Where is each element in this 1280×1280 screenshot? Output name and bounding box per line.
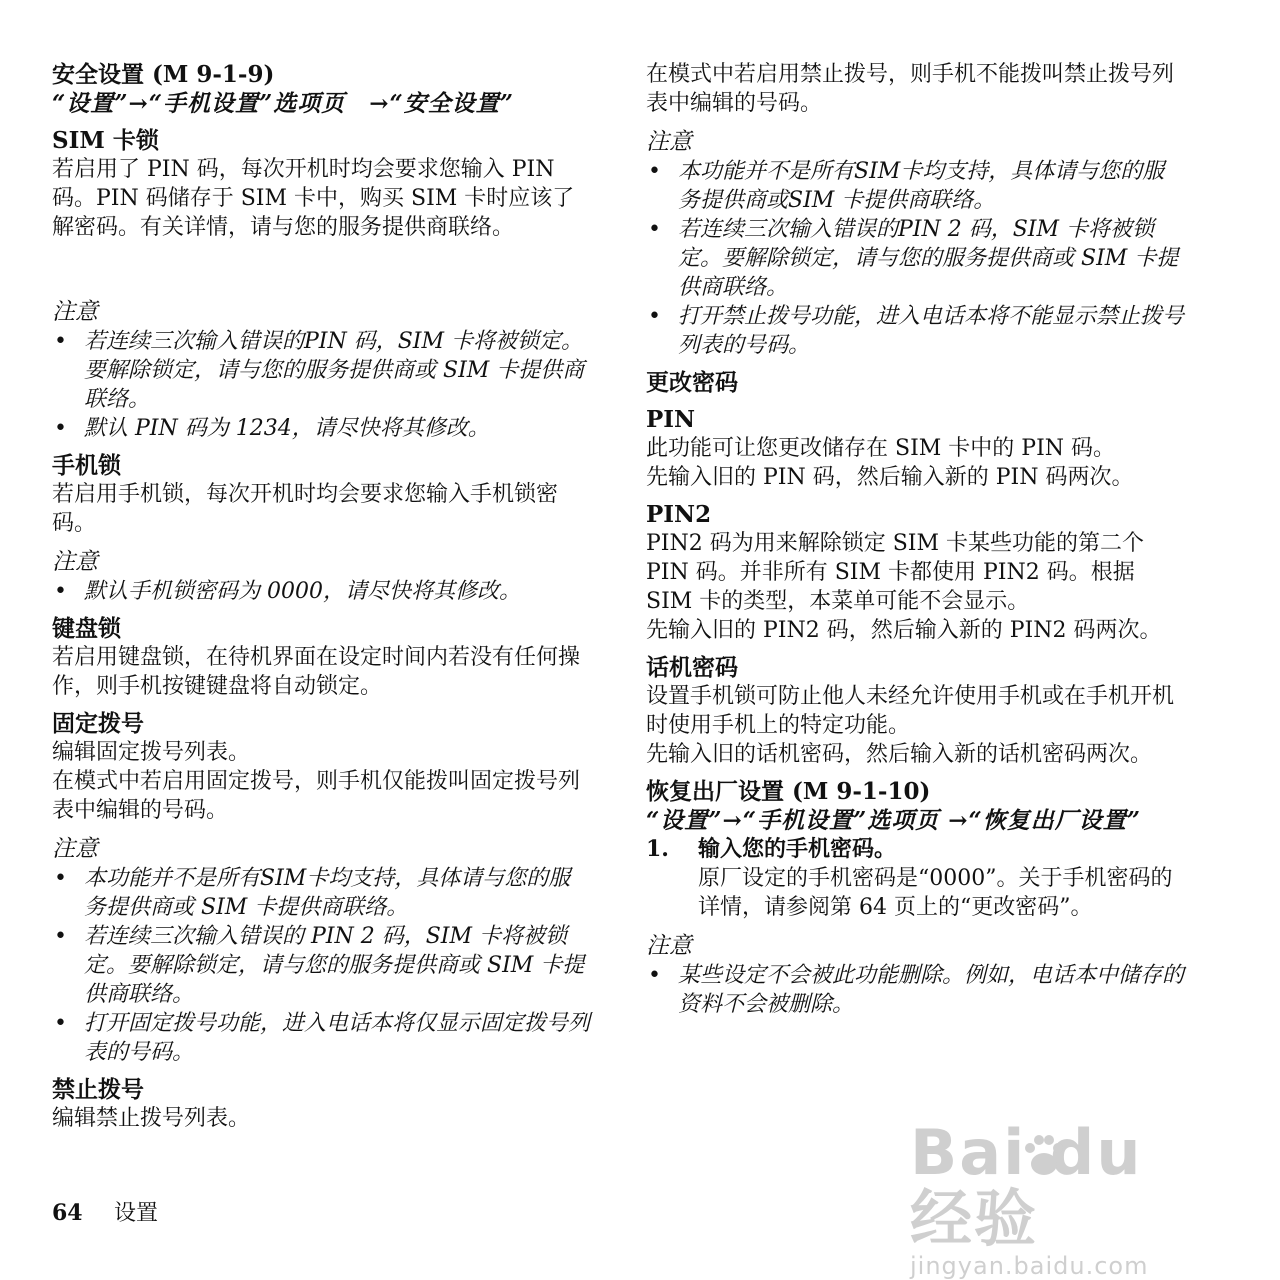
menu-path-security: “设置”→“手机设置”选项页 →“安全设置” <box>52 90 514 117</box>
paragraph-sim-lock: 若启用了 PIN 码，每次开机时均会要求您输入 PIN 码。PIN 码储存于 SIM 卡中，购买 SIM 卡时应该了解密码。有关详情，请与您的服务提供商联络。 <box>52 157 575 240</box>
right-column <box>646 60 1186 1019</box>
note-list <box>52 864 592 1067</box>
subsection-title-pin2: PIN2 <box>646 501 712 528</box>
note-item: • 若连续三次输入错误的PIN 2 码，SIM 卡将被锁定。要解除锁定，请与您的服务提供商或 SIM 卡提供商联络。 <box>648 217 1179 300</box>
baidu-logo-text: Bai du 经验 <box>910 1116 1143 1255</box>
note-heading: 注意 <box>52 549 98 575</box>
paragraph-pin-2: 先输入旧的 PIN 码，然后输入新的 PIN 码两次。 <box>646 465 1134 490</box>
note-heading: 注意 <box>646 129 692 155</box>
section-title-security: 安全设置 (M 9-1-9) <box>52 61 275 88</box>
note-item: • 若连续三次输入错误的PIN 码，SIM 卡将被锁定。要解除锁定，请与您的服务提供商或 SIM 卡提供商联络。 <box>54 329 585 412</box>
watermark-url: jingyan.baidu.com <box>910 1252 1149 1280</box>
page-footer <box>52 1196 158 1227</box>
bullet-icon: • <box>648 963 661 988</box>
subsection-title-sim-lock: SIM 卡锁 <box>52 127 159 154</box>
paragraph-pin2-1: PIN2 码为用来解除锁定 SIM 卡某些功能的第二个 PIN 码。并非所有 SIM 卡都使用 PIN2 码。根据 SIM 卡的类型，本菜单可能不会显示。 <box>646 531 1145 614</box>
note-item: • 默认手机锁密码为 0000，请尽快将其修改。 <box>54 579 521 604</box>
subsection-title-phone-lock: 手机锁 <box>52 452 121 479</box>
left-column <box>52 60 592 1133</box>
paragraph-phone-password-2: 先输入旧的话机密码，然后输入新的话机密码两次。 <box>646 742 1153 767</box>
paragraph-fixed-dialing-2: 在模式中若启用固定拨号，则手机仅能拨叫固定拨号列表中编辑的号码。 <box>52 769 581 823</box>
note-list <box>646 157 1186 360</box>
step-text: 原厂设定的手机密码是“0000”。关于手机密码的详情，请参阅第 64 页上的“更改密码”。 <box>698 866 1173 920</box>
step-list <box>646 835 1186 922</box>
paragraph-barred-dialing-1: 编辑禁止拨号列表。 <box>52 1106 251 1131</box>
section-title-factory-reset: 恢复出厂设置 (M 9-1-10) <box>646 778 931 805</box>
bullet-icon: • <box>54 924 67 949</box>
note-item: • 本功能并不是所有SIM卡均支持，具体请与您的服务提供商或 SIM 卡提供商联络。 <box>54 866 571 920</box>
note-item: • 打开固定拨号功能，进入电话本将仅显示固定拨号列表的号码。 <box>54 1011 591 1065</box>
paragraph-pin2-2: 先输入旧的 PIN2 码，然后输入新的 PIN2 码两次。 <box>646 618 1162 643</box>
note-heading: 注意 <box>646 933 692 959</box>
menu-path-factory-reset: “设置”→“手机设置”选项页 →“恢复出厂设置” <box>646 807 1141 834</box>
note-list <box>52 327 592 443</box>
page-number: 64 <box>52 1200 83 1226</box>
note-item: • 若连续三次输入错误的 PIN 2 码，SIM 卡将被锁定。要解除锁定，请与您的服务提供商或 SIM 卡提供商联络。 <box>54 924 585 1007</box>
bullet-icon: • <box>54 866 67 891</box>
paragraph-fixed-dialing-1: 编辑固定拨号列表。 <box>52 740 251 765</box>
paragraph-phone-password-1: 设置手机锁可防止他人未经允许使用手机或在手机开机时使用手机上的特定功能。 <box>646 684 1175 738</box>
bullet-icon: • <box>648 217 661 242</box>
note-item: • 某些设定不会被此功能删除。例如，电话本中储存的资料不会被删除。 <box>648 963 1185 1017</box>
subsection-title-change-password: 更改密码 <box>646 369 738 396</box>
paragraph-phone-lock: 若启用手机锁，每次开机时均会要求您输入手机锁密码。 <box>52 482 559 536</box>
note-item: • 默认 PIN 码为 1234，请尽快将其修改。 <box>54 416 490 441</box>
note-heading: 注意 <box>52 836 98 862</box>
paragraph-pin-1: 此功能可让您更改储存在 SIM 卡中的 PIN 码。 <box>646 436 1116 461</box>
subsection-title-keypad-lock: 键盘锁 <box>52 615 121 642</box>
paw-icon <box>1018 1130 1070 1182</box>
step-title: 输入您的手机密码。 <box>698 836 897 862</box>
paragraph-keypad-lock: 若启用键盘锁，在待机界面在设定时间内若没有任何操作，则手机按键键盘将自动锁定。 <box>52 645 581 699</box>
bullet-icon: • <box>54 416 67 441</box>
subsection-title-pin: PIN <box>646 406 696 433</box>
subsection-title-barred-dialing: 禁止拨号 <box>52 1076 144 1103</box>
bullet-icon: • <box>54 579 67 604</box>
bullet-icon: • <box>648 159 661 184</box>
note-item: • 本功能并不是所有SIM卡均支持，具体请与您的服务提供商或SIM 卡提供商联络。 <box>648 159 1165 213</box>
subsection-title-phone-password: 话机密码 <box>646 654 738 681</box>
note-list <box>646 961 1186 1019</box>
bullet-icon: • <box>648 304 661 329</box>
footer-section-label: 设置 <box>114 1201 159 1226</box>
bullet-icon: • <box>54 1011 67 1036</box>
baidu-watermark <box>910 1116 1210 1280</box>
subsection-title-fixed-dialing: 固定拨号 <box>52 710 144 737</box>
paragraph-barred-dialing-2: 在模式中若启用禁止拨号，则手机不能拨叫禁止拨号列表中编辑的号码。 <box>646 62 1175 116</box>
note-item: • 打开禁止拨号功能，进入电话本将不能显示禁止拨号列表的号码。 <box>648 304 1185 358</box>
note-list <box>52 577 592 606</box>
note-heading: 注意 <box>52 299 98 325</box>
bullet-icon: • <box>54 329 67 354</box>
step-item <box>646 835 1186 922</box>
step-number: 1. <box>646 836 669 862</box>
